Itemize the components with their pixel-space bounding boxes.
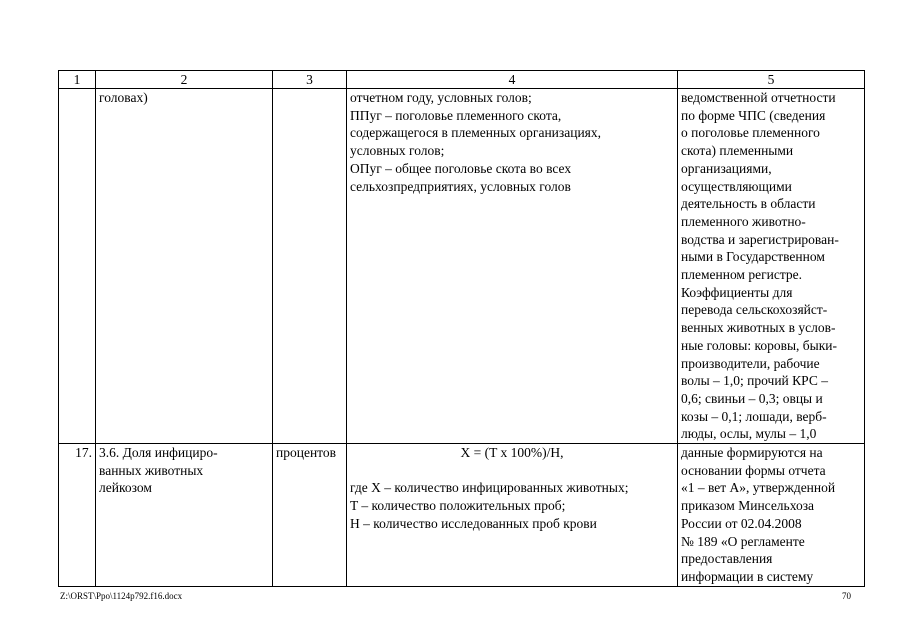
cont-source-line: племенного животно- bbox=[681, 213, 806, 229]
row-17-source-cell bbox=[678, 444, 865, 587]
cont-number-cell bbox=[59, 89, 96, 444]
cont-source-line: ные головы: коровы, быки- bbox=[681, 337, 838, 353]
cont-method-cell bbox=[347, 89, 678, 444]
header-col-5: 5 bbox=[678, 71, 865, 89]
footer-page-number: 70 bbox=[842, 591, 851, 601]
cont-source-line: 0,6; свиньи – 0,3; овцы и bbox=[681, 390, 823, 406]
row-17-source-line: информации в систему bbox=[681, 568, 814, 584]
cont-source-line: ными в Государственном bbox=[681, 249, 825, 265]
row-17-source-line: данные формируются на bbox=[681, 445, 823, 461]
header-col-2: 2 bbox=[96, 71, 273, 89]
cont-method-line: сельхозпредприятиях, условных голов bbox=[350, 178, 571, 194]
cont-source-line: организациями, bbox=[681, 160, 772, 176]
footer-file-path: Z:\ORST\Ppo\1124p792.f16.docx bbox=[60, 591, 183, 601]
row-17-source-line: «1 – вет А», утвержденной bbox=[681, 480, 836, 496]
row-17-source-line: предоставления bbox=[681, 551, 773, 567]
cont-source-line: люды, ослы, мулы – 1,0 bbox=[681, 426, 817, 442]
row-17-indicator-line: ванных животных bbox=[99, 462, 204, 478]
cont-indicator-line: головах) bbox=[99, 90, 148, 105]
document-table bbox=[58, 70, 865, 587]
cont-method-line: содержащегося в племенных организациях, bbox=[350, 125, 602, 141]
table-row-continuation bbox=[59, 89, 865, 444]
row-17-method-line: T – количество положительных проб; bbox=[350, 498, 566, 514]
cont-method-line: ОПуг – общее поголовье скота во всех bbox=[350, 160, 572, 176]
cont-source-line: производители, рабочие bbox=[681, 355, 820, 371]
header-col-4: 4 bbox=[347, 71, 678, 89]
row-17-indicator-line: 3.6. Доля инфициро- bbox=[99, 445, 218, 461]
cont-source-line: водства и зарегистрирован- bbox=[681, 231, 839, 247]
cont-source-line: волы – 1,0; прочий КРС – bbox=[681, 373, 828, 389]
cont-source-line: перевода сельскохозяйст- bbox=[681, 302, 828, 318]
row-17-source-line: России от 02.04.2008 bbox=[681, 515, 802, 531]
cont-source-line: о поголовье племенного bbox=[681, 125, 820, 141]
row-17-indicator-line: лейкозом bbox=[99, 480, 152, 496]
cont-source-line: осуществляющими bbox=[681, 178, 792, 194]
cont-source-line: племенном регистре. bbox=[681, 267, 803, 283]
row-17-number: 17. bbox=[59, 444, 96, 587]
table-row-17 bbox=[59, 444, 865, 587]
cont-indicator-cell bbox=[96, 89, 273, 444]
cont-source-line: ведомственной отчетности bbox=[681, 90, 836, 105]
cont-source-line: скота) племенными bbox=[681, 143, 794, 159]
header-col-1: 1 bbox=[59, 71, 96, 89]
cont-source-line: Коэффициенты для bbox=[681, 284, 793, 300]
header-col-3: 3 bbox=[273, 71, 347, 89]
row-17-method-line: H – количество исследованных проб крови bbox=[350, 515, 597, 531]
cont-source-line: по форме ЧПС (сведения bbox=[681, 107, 826, 123]
row-17-method-line: где X – количество инфицированных животных; bbox=[350, 480, 629, 496]
cont-method-line: условных голов; bbox=[350, 143, 445, 159]
row-17-indicator-cell bbox=[96, 444, 273, 587]
row-17-formula: X = (T x 100%)/H, bbox=[460, 445, 564, 461]
row-17-unit: процентов bbox=[273, 444, 347, 587]
formula-spacer bbox=[350, 462, 674, 480]
cont-source-line: деятельность в области bbox=[681, 196, 816, 212]
cont-method-line: отчетном году, условных голов; bbox=[350, 90, 532, 105]
table-header-row bbox=[59, 71, 865, 89]
row-17-source-line: № 189 «О регламенте bbox=[681, 533, 805, 549]
row-17-source-line: приказом Минсельхоза bbox=[681, 498, 815, 514]
cont-source-cell bbox=[678, 89, 865, 444]
row-17-method-cell bbox=[347, 444, 678, 587]
cont-method-line: ППуг – поголовье племенного скота, bbox=[350, 107, 562, 123]
row-17-source-line: основании формы отчета bbox=[681, 462, 826, 478]
cont-unit-cell bbox=[273, 89, 347, 444]
cont-source-line: козы – 0,1; лошади, верб- bbox=[681, 408, 827, 424]
cont-source-line: венных животных в услов- bbox=[681, 320, 836, 336]
